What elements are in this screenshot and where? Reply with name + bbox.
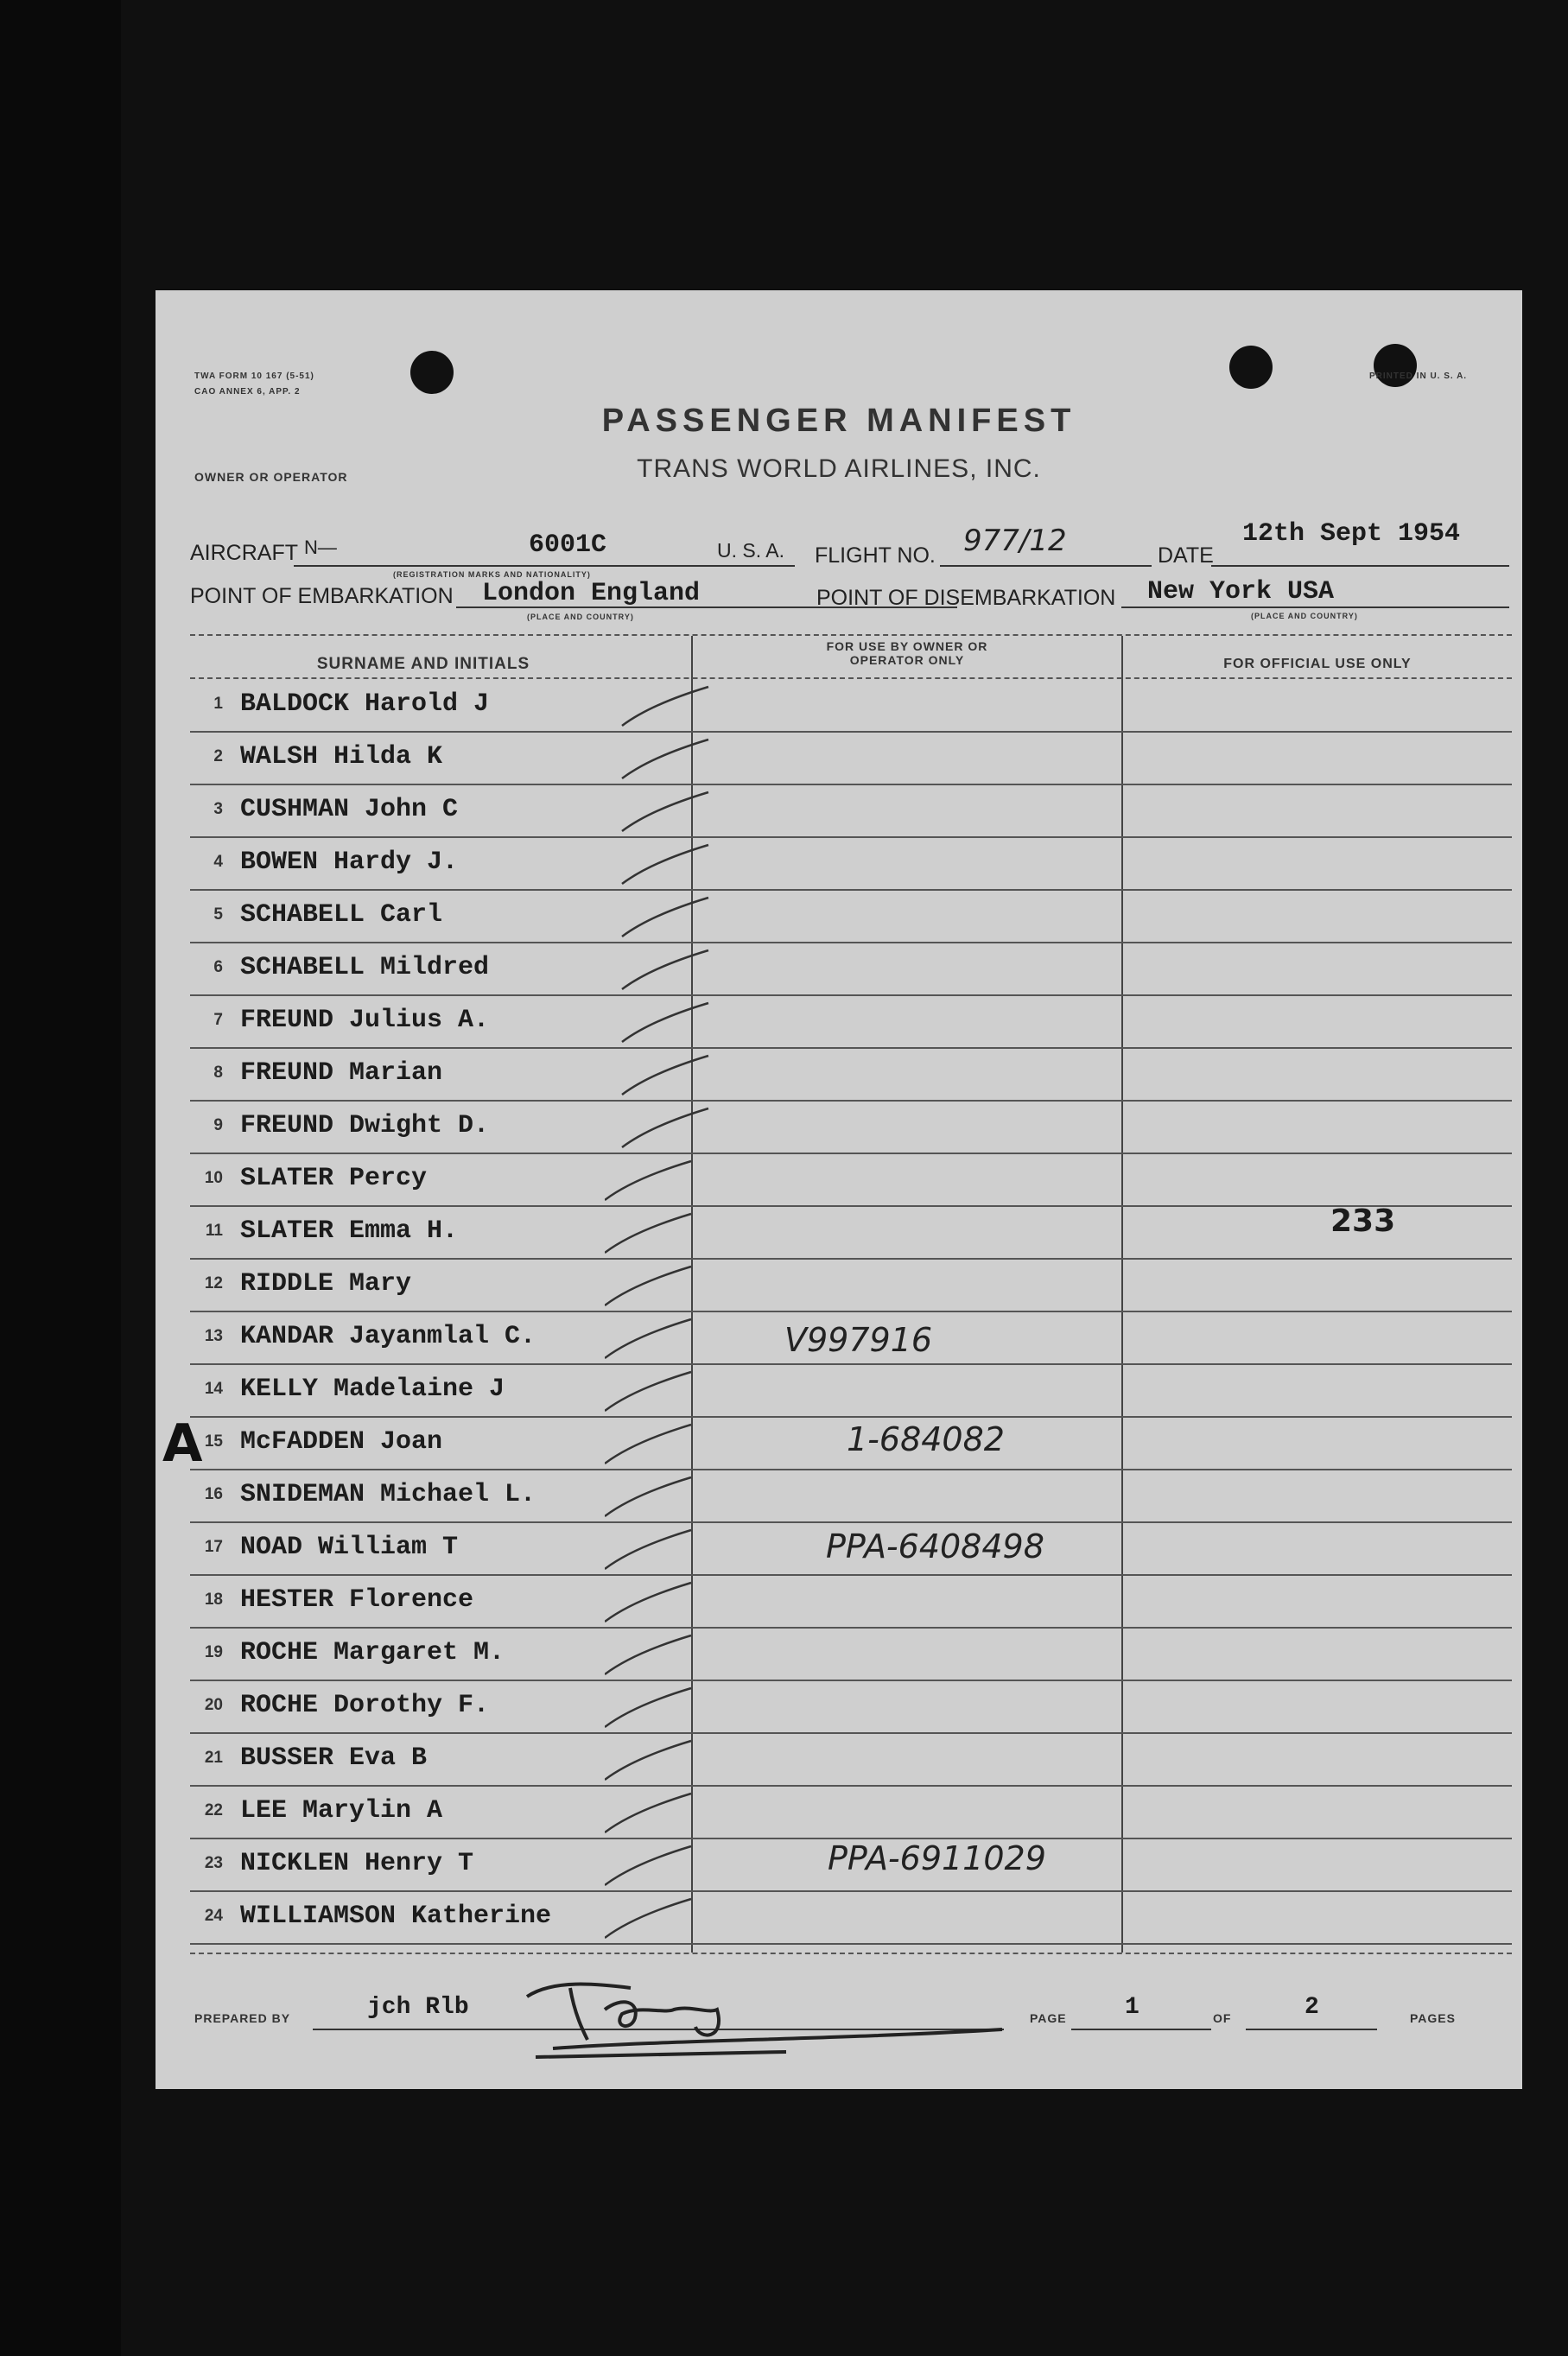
- row-number: 23: [204, 1854, 223, 1872]
- table-row: [190, 995, 1512, 1048]
- row-number: 14: [204, 1380, 223, 1398]
- prepared-label: PREPARED BY: [194, 2011, 291, 2025]
- check-mark-icon: [605, 1789, 726, 1841]
- passenger-name: FREUND Julius A.: [240, 1006, 490, 1035]
- printed-in: PRINTED IN U. S. A.: [1369, 371, 1468, 381]
- disembarkation-label: POINT OF DISEMBARKATION: [816, 586, 1116, 610]
- film-edge: [0, 0, 121, 2356]
- check-mark-icon: [605, 841, 726, 892]
- passenger-name: SCHABELL Mildred: [240, 953, 490, 982]
- check-mark-icon: [605, 735, 726, 787]
- row-number: 6: [213, 958, 223, 976]
- row-number: 19: [204, 1643, 223, 1661]
- passenger-name: McFADDEN Joan: [240, 1427, 443, 1457]
- check-mark-icon: [605, 1631, 726, 1683]
- page-number: 1: [1125, 1994, 1139, 2021]
- table-row: [190, 1101, 1512, 1153]
- row-number: 1: [213, 695, 223, 713]
- page-title: PASSENGER MANIFEST: [601, 403, 1076, 439]
- passenger-name: WILLIAMSON Katherine: [240, 1902, 552, 1931]
- aircraft-underline: [294, 565, 795, 567]
- passenger-name: SLATER Emma H.: [240, 1216, 459, 1246]
- row-number: 9: [213, 1116, 223, 1134]
- check-mark-icon: [605, 1262, 726, 1314]
- passenger-name: KELLY Madelaine J: [240, 1375, 505, 1404]
- passenger-name: WALSH Hilda K: [240, 742, 443, 772]
- table-row: [190, 1733, 1512, 1786]
- flight-label: FLIGHT NO.: [815, 543, 936, 568]
- table-bottom-rule: [190, 1953, 1512, 1954]
- table-row: [190, 1470, 1512, 1522]
- passenger-name: LEE Marylin A: [240, 1796, 443, 1826]
- column-header-official: FOR OFFICIAL USE ONLY: [1223, 657, 1412, 671]
- disembarkation-value: New York USA: [1147, 577, 1335, 606]
- passenger-name: SLATER Percy: [240, 1164, 428, 1193]
- table-row: [190, 1575, 1512, 1628]
- row-number: 11: [205, 1222, 223, 1240]
- passenger-name: BALDOCK Harold J: [240, 689, 490, 719]
- nationality: U. S. A.: [717, 539, 784, 562]
- punch-hole: [1229, 346, 1273, 389]
- embarkation-label: POINT OF EMBARKATION: [190, 584, 454, 608]
- check-mark-icon: [605, 1684, 726, 1736]
- passenger-name: SCHABELL Carl: [240, 900, 443, 930]
- margin-mark: A: [162, 1413, 203, 1474]
- of-underline: [1246, 2029, 1377, 2030]
- table-row: [190, 890, 1512, 943]
- check-mark-icon: [605, 1368, 726, 1419]
- check-mark-icon: [605, 1737, 726, 1788]
- table-row: [190, 1628, 1512, 1680]
- column-header-owner: FOR USE BY OWNER OR OPERATOR ONLY: [826, 639, 988, 667]
- passenger-name: BOWEN Hardy J.: [240, 848, 459, 877]
- table-row: [190, 1680, 1512, 1733]
- embarkation-caption: (PLACE AND COUNTRY): [527, 613, 634, 621]
- official-number: 233: [1330, 1203, 1396, 1239]
- row-number: 5: [213, 905, 223, 924]
- check-mark-icon: [605, 1315, 726, 1367]
- passenger-name: HESTER Florence: [240, 1585, 474, 1615]
- table-row: [190, 1364, 1512, 1417]
- flight-value: 977/12: [963, 524, 1067, 558]
- date-value: 12th Sept 1954: [1242, 519, 1461, 549]
- owner-annotation-17: PPA-6408498: [826, 1527, 1044, 1565]
- check-mark-icon: [605, 1420, 726, 1472]
- row-number: 4: [213, 853, 223, 871]
- table-row: [190, 1153, 1512, 1206]
- row-number: 2: [213, 747, 223, 765]
- cao-annex: CAO ANNEX 6, APP. 2: [194, 387, 301, 397]
- check-mark-icon: [605, 946, 726, 998]
- passenger-name: BUSSER Eva B: [240, 1743, 428, 1773]
- row-number: 18: [204, 1591, 223, 1609]
- row-number: 22: [204, 1801, 223, 1819]
- owner-label: OWNER OR OPERATOR: [194, 470, 348, 484]
- table-row: [190, 1206, 1512, 1259]
- column-header-surname: SURNAME AND INITIALS: [316, 655, 530, 673]
- passenger-name: ROCHE Margaret M.: [240, 1638, 505, 1667]
- row-number: 17: [204, 1538, 223, 1556]
- passenger-name: NOAD William T: [240, 1533, 459, 1562]
- punch-hole: [410, 351, 454, 394]
- row-number: 24: [204, 1907, 223, 1925]
- table-row: [190, 732, 1512, 784]
- pages-label: PAGES: [1410, 2011, 1456, 2025]
- row-divider: [190, 1943, 1512, 1945]
- manifest-sheet: [156, 290, 1522, 2089]
- of-label: OF: [1213, 2011, 1232, 2025]
- passenger-name: CUSHMAN John C: [240, 795, 459, 824]
- table-row: [190, 1786, 1512, 1838]
- check-mark-icon: [605, 1051, 726, 1103]
- passenger-name: NICKLEN Henry T: [240, 1849, 474, 1878]
- passenger-name: FREUND Marian: [240, 1058, 443, 1088]
- embarkation-value: London England: [482, 579, 701, 608]
- flight-underline: [940, 565, 1152, 567]
- row-number: 20: [204, 1696, 223, 1714]
- check-mark-icon: [605, 683, 726, 734]
- check-mark-icon: [605, 1842, 726, 1894]
- table-row: [190, 1891, 1512, 1944]
- form-number: TWA FORM 10 167 (5-51): [194, 371, 314, 381]
- aircraft-label: AIRCRAFT: [190, 541, 298, 565]
- passenger-name: SNIDEMAN Michael L.: [240, 1480, 536, 1509]
- row-number: 15: [204, 1432, 223, 1451]
- check-mark-icon: [605, 1578, 726, 1630]
- aircraft-value: 6001C: [529, 530, 607, 560]
- owner-annotation-15: 1-684082: [847, 1420, 1005, 1458]
- passenger-name: ROCHE Dorothy F.: [240, 1691, 490, 1720]
- table-row: [190, 837, 1512, 890]
- passenger-name: FREUND Dwight D.: [240, 1111, 490, 1140]
- check-mark-icon: [605, 1526, 726, 1578]
- table-row: [190, 943, 1512, 995]
- row-number: 21: [204, 1749, 223, 1767]
- row-number: 12: [204, 1274, 223, 1292]
- check-mark-icon: [605, 1210, 726, 1261]
- check-mark-icon: [605, 1895, 726, 1946]
- check-mark-icon: [605, 1473, 726, 1525]
- table-top-rule: [190, 634, 1512, 636]
- row-number: 13: [204, 1327, 223, 1345]
- row-number: 8: [213, 1064, 223, 1082]
- disembarkation-caption: (PLACE AND COUNTRY): [1251, 612, 1358, 620]
- aircraft-prefix: N—: [304, 537, 337, 558]
- page-label: PAGE: [1030, 2011, 1067, 2025]
- check-mark-icon: [605, 999, 726, 1051]
- date-underline: [1211, 565, 1509, 567]
- date-label: DATE: [1158, 543, 1214, 568]
- page-total: 2: [1305, 1994, 1319, 2021]
- check-mark-icon: [605, 788, 726, 840]
- row-number: 16: [204, 1485, 223, 1503]
- registration-caption: (REGISTRATION MARKS AND NATIONALITY): [393, 570, 591, 579]
- table-row: [190, 1048, 1512, 1101]
- table-row: [190, 784, 1512, 837]
- passenger-name: KANDAR Jayanmlal C.: [240, 1322, 536, 1351]
- row-number: 3: [213, 800, 223, 818]
- page-underline: [1071, 2029, 1211, 2030]
- passenger-name: RIDDLE Mary: [240, 1269, 412, 1299]
- row-number: 7: [213, 1011, 223, 1029]
- check-mark-icon: [605, 893, 726, 945]
- row-number: 10: [204, 1169, 223, 1187]
- signature: [501, 1962, 1019, 2066]
- check-mark-icon: [605, 1157, 726, 1209]
- table-row: [190, 679, 1512, 732]
- prepared-value: jch Rlb: [367, 1994, 469, 2021]
- owner-annotation-13: V997916: [784, 1321, 933, 1359]
- owner-annotation-23: PPA-6911029: [828, 1839, 1046, 1877]
- table-row: [190, 1259, 1512, 1311]
- disembarkation-underline: [1121, 606, 1509, 608]
- check-mark-icon: [605, 1104, 726, 1156]
- company-name: TRANS WORLD AIRLINES, INC.: [637, 454, 1041, 483]
